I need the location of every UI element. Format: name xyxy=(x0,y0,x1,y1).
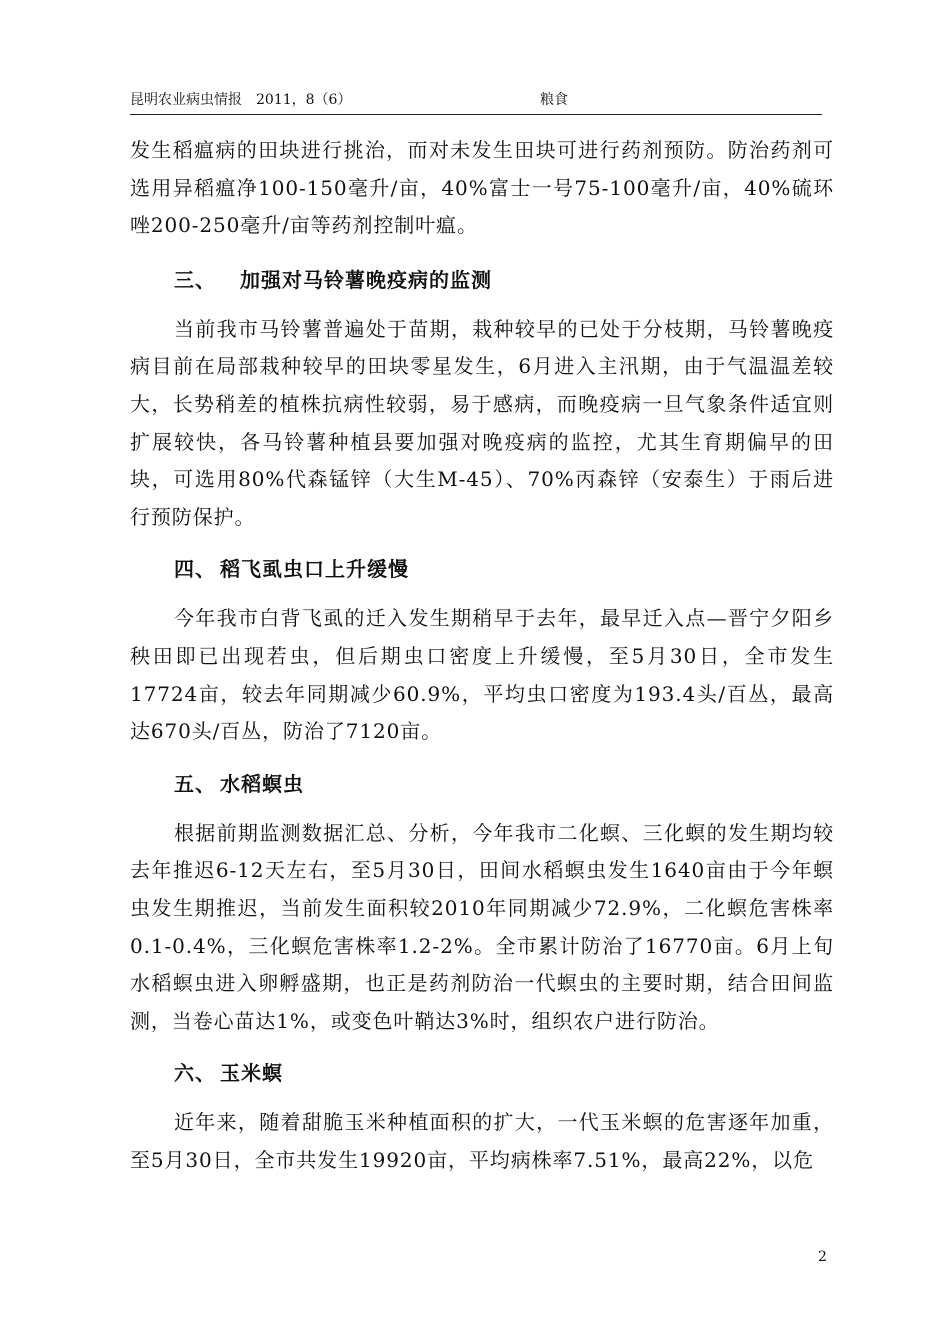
section-body: 当前我市马铃薯普遍处于苗期，栽种较早的已处于分枝期，马铃薯晚疫病目前在局部栽种较早的田块零星发生，6月进入主汛期，由于气温温差较大，长势稍差的植株抗病性较弱，易于感病，而晚疫病一旦气象条件适宜则扩展较快，各马铃薯种植县要加强对晚疫病的监控，尤其生育期偏早的田块，可选用80%代森锰锌（大生M-45）、70%丙森锌（安泰生）于雨后进行预防保护。 xyxy=(130,316,834,529)
running-header xyxy=(130,86,822,115)
section-number: 五、 xyxy=(174,771,216,796)
section-number: 四、 xyxy=(174,557,216,582)
intro-paragraph: 发生稻瘟病的田块进行挑治，而对未发生田块可进行药剂预防。防治药剂可选用异稻瘟净100-150毫升/亩，40%富士一号75-100毫升/亩，40%硫环唑200-250毫升/亩等药剂控制叶瘟。 xyxy=(130,138,834,238)
section-title: 稻飞虱虫口上升缓慢 xyxy=(220,557,409,582)
section-title: 加强对马铃薯晚疫病的监测 xyxy=(240,267,492,292)
section-body: 根据前期监测数据汇总、分析，今年我市二化螟、三化螟的发生期均较去年推迟6-12天左右，至5月30日，田间水稻螟虫发生1640亩由于今年螟虫发生期推迟，当前发生面积较2010年同期减少72.9%，二化螟危害株率0.1-0.4%，三化螟危害株率1.2-2%。全市累计防治了16770亩。6月上旬水稻螟虫进入卵孵盛期，也正是药剂防治一代螟虫的主要时期，结合田间监测，当卷心苗达1%，或变色叶鞘达3%时，组织农户进行防治。 xyxy=(130,820,834,1033)
body-text xyxy=(130,132,834,1193)
section-heading xyxy=(130,765,834,803)
section-potato-late-blight xyxy=(130,261,834,537)
section-number: 六、 xyxy=(174,1061,216,1086)
section-number: 三、 xyxy=(174,267,216,292)
page-number: 2 xyxy=(818,1249,827,1265)
section-title: 水稻螟虫 xyxy=(220,771,304,796)
section-heading xyxy=(130,261,834,299)
header-publication: 昆明农业病虫情报 2011，8（6） xyxy=(130,92,352,108)
section-body: 今年我市白背飞虱的迁入发生期稍早于去年，最早迁入点—晋宁夕阳乡秧田即已出现若虫，但后期虫口密度上升缓慢，至5月30日，全市发生17724亩，较去年同期减少60.9%，平均虫口密度为193.4头/百丛，最高达670头/百丛，防治了7120亩。 xyxy=(130,606,834,744)
section-corn-borer xyxy=(130,1054,834,1179)
section-heading xyxy=(130,1054,834,1092)
section-planthopper xyxy=(130,550,834,750)
section-heading xyxy=(130,550,834,588)
section-title: 玉米螟 xyxy=(220,1061,283,1086)
section-rice-borer xyxy=(130,765,834,1041)
header-category: 粮食 xyxy=(540,92,568,108)
section-body: 近年来，随着甜脆玉米种植面积的扩大，一代玉米螟的危害逐年加重，至5月30日，全市共发生19920亩，平均病株率7.51%，最高22%，以危 xyxy=(130,1110,834,1172)
